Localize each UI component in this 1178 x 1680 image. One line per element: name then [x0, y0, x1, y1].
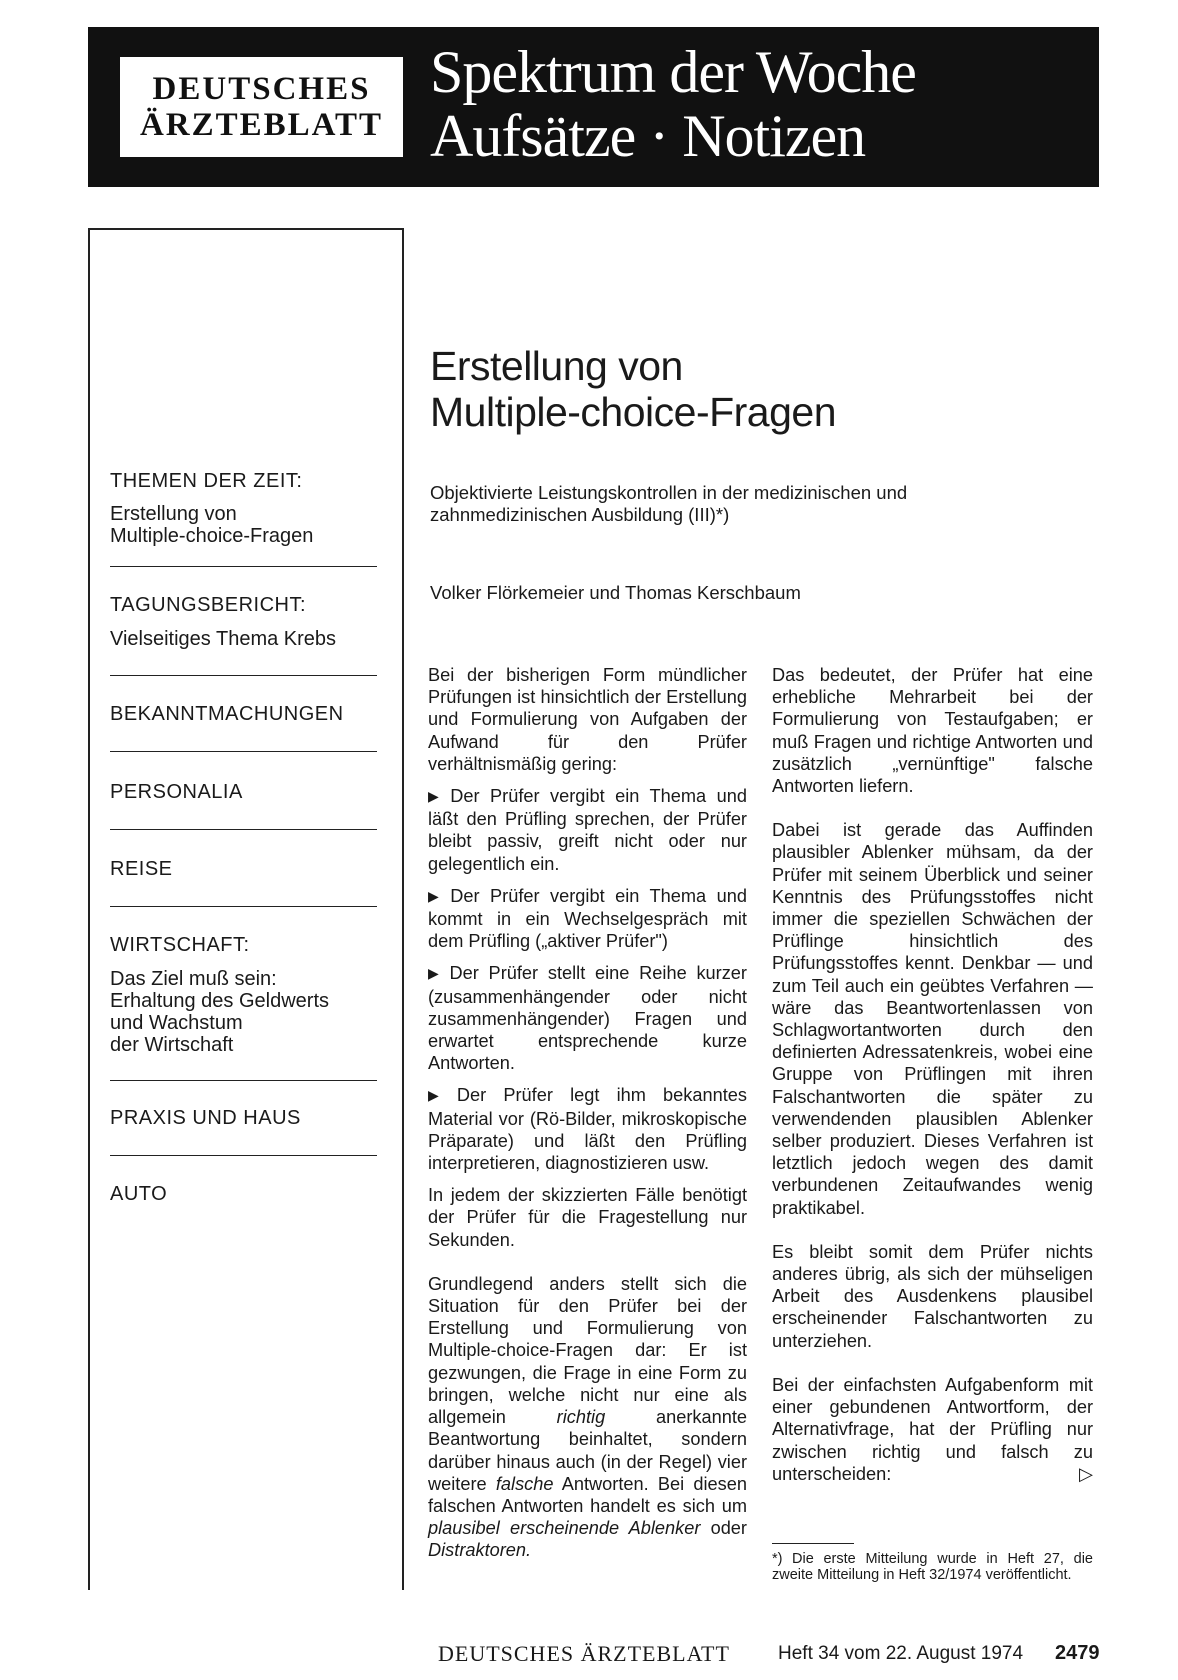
paragraph: Bei der bisherigen Form mündlicher Prüfungen ist hinsichtlich der Erstellung und Formulierung von Aufgaben der Aufwand für den Prüfer verhältnismäßig gering: [428, 665, 747, 774]
bullet-item [428, 785, 747, 875]
footer-issue: Heft 34 vom 22. August 1974 [778, 1643, 1024, 1664]
paragraph [772, 1374, 1093, 1485]
text-run: oder [700, 1518, 747, 1539]
continue-arrow-icon: ▷ [1079, 1463, 1093, 1484]
sidebar-section-sub: Das Ziel muß sein: Erhaltung des Geldwerts und Wachstum der Wirtschaft [110, 968, 330, 1056]
logo-line-2: ÄRZTEBLATT [139, 107, 384, 143]
article-authors: Volker Flörkemeier und Thomas Kerschbaum [430, 582, 801, 603]
sidebar-section-title: THEMEN DER ZEIT: [110, 470, 303, 492]
paragraph: Das bedeutet, der Prüfer hat eine erhebliche Mehrarbeit bei der Formulierung von Testaufgaben; er muß Fragen und richtige Antworten und zusätzlich „vernünftige" falsche Antworten liefern. [772, 665, 1093, 797]
bullet-text: Der Prüfer stellt eine Reihe kurzer (zusammenhängender oder nicht zusammenhängender) Fragen und erwartet entsprechende kurze Antworten. [428, 963, 747, 1074]
text-run: Antworten. Bei diesen falschen Antworten handelt es sich um [428, 1473, 747, 1516]
bullet-text: Der Prüfer legt ihm bekanntes Material vor (Rö-Bilder, mikroskopische Präparate) und läßt den Prüfling interpretieren, diagnostizieren usw. [428, 1085, 747, 1174]
section-heading [430, 40, 916, 168]
article-title [430, 343, 836, 435]
sidebar-section-title: PRAXIS UND HAUS [110, 1107, 301, 1129]
sidebar-divider [110, 906, 377, 907]
body-column-2 [772, 664, 1093, 1495]
paragraph: Es bleibt somit dem Prüfer nichts anderes übrig, als sich der mühseligen Arbeit des Ausdenkens plausibel erscheinender Falschantworten zu unterziehen. [772, 1241, 1093, 1351]
footnote-text: Die erste Mitteilung wurde in Heft 27, die zweite Mitteilung in Heft 32/1974 veröffentlicht. [772, 1551, 1093, 1583]
page-number: 2479 [1055, 1642, 1100, 1664]
article-title-line-2: Multiple-choice-Fragen [430, 389, 837, 435]
paragraph [428, 1273, 747, 1562]
footer-journal-name: DEUTSCHES ÄRZTEBLATT [438, 1641, 730, 1666]
text-run: Grundlegend anders stellt sich die Situation für den Prüfer bei der Erstellung und Formulierung von Multiple-choice-Fragen dar: Er ist gezwungen, die Frage in eine Form zu bringen, welche nicht nur eine als allgemein [428, 1273, 747, 1428]
sidebar-divider [110, 751, 377, 752]
article-subtitle: Objektivierte Leistungskontrollen in der medizinischen und zahnmedizinischen Ausbildung (III)*) [430, 482, 908, 525]
emphasis: Distraktoren. [428, 1540, 532, 1561]
bullet-text: Der Prüfer vergibt ein Thema und kommt in ein Wechselgespräch mit dem Prüfling („aktiver Prüfer") [428, 885, 747, 952]
logo-line-1: DEUTSCHES [152, 71, 371, 107]
sidebar-section-title: PERSONALIA [110, 781, 243, 803]
text-run: Bei der einfachsten Aufgabenform mit einer gebundenen Antwortform, der Alternativfrage, hat der Prüfling nur zwischen richtig und falsch zu unterscheiden: [772, 1374, 1093, 1484]
sidebar-section-title: REISE [110, 858, 173, 880]
sidebar-section-title: WIRTSCHAFT: [110, 934, 250, 956]
bullet-item [428, 1084, 747, 1174]
sidebar-divider [110, 1155, 377, 1156]
sidebar-divider [110, 675, 377, 676]
footnote-divider [772, 1543, 854, 1544]
sidebar-section-title: TAGUNGSBERICHT: [110, 594, 307, 616]
sidebar-section-title: BEKANNTMACHUNGEN [110, 703, 344, 725]
sidebar-divider [110, 566, 377, 567]
bullet-item [428, 885, 747, 953]
journal-logo [120, 57, 403, 157]
sidebar-divider [110, 829, 377, 830]
paragraph: Dabei ist gerade das Auffinden plausibler Ablenker mühsam, da der Prüfer mit seinem Überblick und seiner Kenntnis des Prüfungsstoffes nicht immer die speziellen Schwächen der Prüflinge hinsichtlich des Prüfungsstoffes kennt. Denkbar — und zum Teil auch ein geübtes Verfahren — wäre das Beantwortenlassen von Schlagwortantworten durch den definierten Adressatenkreis, wobei eine Gruppe von Prüflingen mit ihren Falschantworten die später zu verwendenden plausiblen Ablenker selber produziert. Dieses Verfahren ist letztlich jedoch wegen des damit verbundenen Zeitaufwandes wenig praktikabel. [772, 820, 1093, 1218]
emphasis: plausibel erscheinende Ablenker [428, 1518, 701, 1539]
body-column-1 [428, 664, 747, 1572]
article-title-line-1: Erstellung von [430, 343, 683, 389]
sidebar-section-title: AUTO [110, 1183, 168, 1205]
text-run: anerkannte Beantwortung beinhaltet, sondern darüber hinaus auch (in der Regel) vier weitere [428, 1407, 748, 1494]
paragraph: In jedem der skizzierten Fälle benötigt der Prüfer für die Fragestellung nur Sekunden. [428, 1185, 747, 1250]
sidebar-divider [110, 1080, 377, 1081]
emphasis: richtig [556, 1407, 606, 1428]
bullet-text: Der Prüfer vergibt ein Thema und läßt den Prüfling sprechen, der Prüfer bleibt passiv, greift nicht oder nur gelegentlich ein. [428, 786, 747, 874]
contents-sidebar [88, 228, 404, 1590]
footnote-mark: *) [772, 1551, 783, 1567]
emphasis: falsche [495, 1473, 554, 1494]
section-heading-line-2: Aufsätze · Notizen [430, 103, 866, 169]
sidebar-section-sub: Erstellung von Multiple-choice-Fragen [110, 503, 314, 547]
section-heading-line-1: Spektrum der Woche [430, 39, 916, 105]
footnote [772, 1551, 1093, 1583]
sidebar-section-sub: Vielseitiges Thema Krebs [110, 628, 337, 650]
bullet-item [428, 962, 747, 1074]
